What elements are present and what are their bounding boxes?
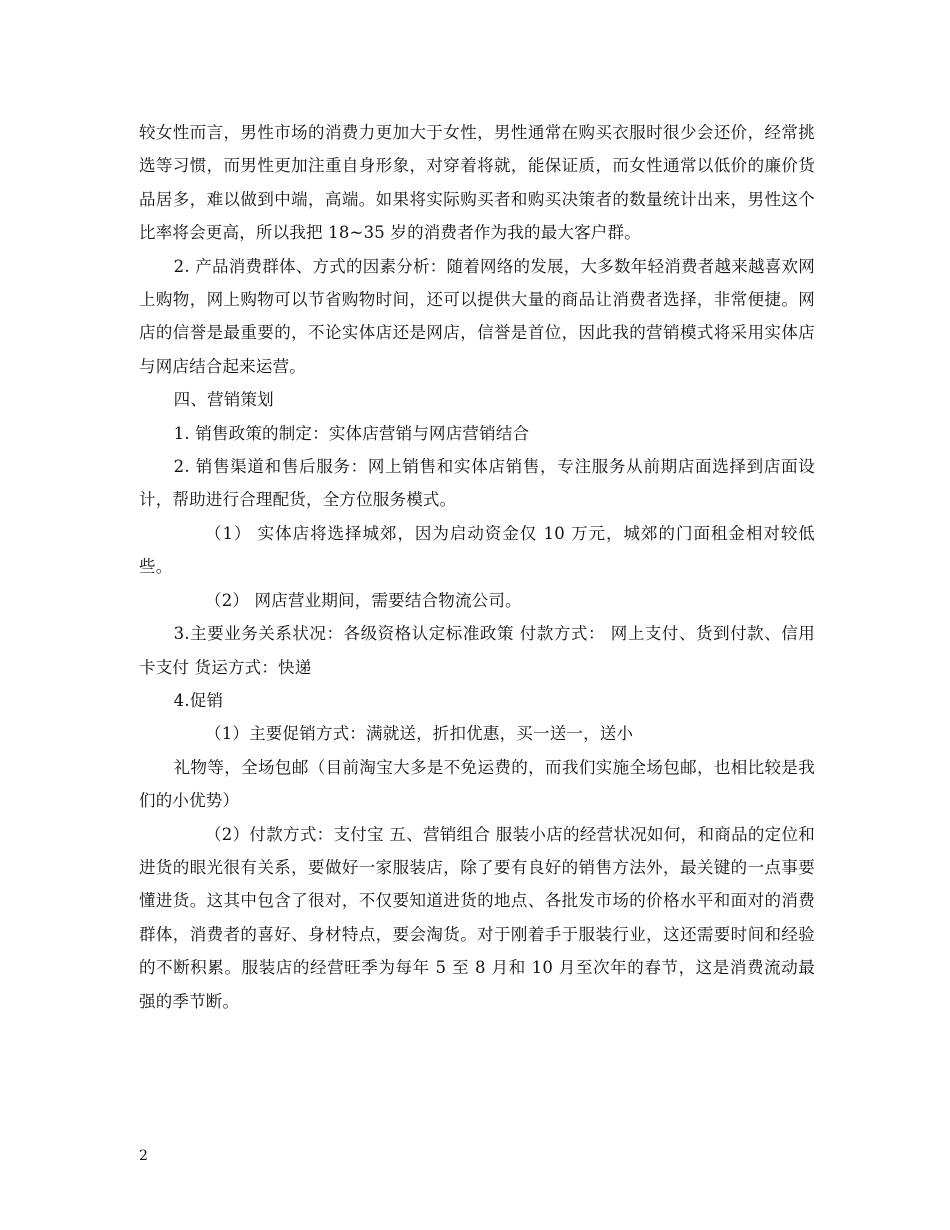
paragraph-sales-policy: 1. 销售政策的制定：实体店营销与网店营销结合: [173, 423, 530, 443]
paragraph-business-relations: 3.主要业务关系状况：各级资格认定标准政策 付款方式： 网上支付、货到付款、信用卡支付 货运方式：快递: [139, 624, 815, 677]
paragraph-online-store: （2） 网店营业期间，需要结合物流公司。: [205, 590, 522, 610]
paragraph-gifts-free-shipping: 礼物等，全场包邮（目前淘宝大多是不免运费的，而我们实施全场包邮，也相比较是我们的小优势）: [139, 757, 815, 811]
paragraph-physical-store: （1） 实体店将选择城郊，因为启动资金仅 10 万元，城郊的门面租金相对较低些。: [139, 523, 815, 577]
page-number: 2: [139, 1148, 148, 1164]
section-heading-marketing-plan: 四、营销策划: [173, 390, 274, 410]
paragraph-consumer-analysis: 2. 产品消费群体、方式的因素分析：随着网络的发展，大多数年轻消费者越来越喜欢网上购物，网上购物可以节省购物时间，还可以提供大量的商品让消费者选择，非常便捷。网店的信誉是最重要的，不论实体店还是网店，信誉是首位，因此我的营销模式将采用实体店与网店结合起来运营。: [139, 256, 815, 376]
paragraph-sales-channel: 2. 销售渠道和售后服务：网上销售和实体店销售，专注服务从前期店面选择到店面设计，帮助进行合理配货，全方位服务模式。: [139, 457, 815, 510]
paragraph-promotion-methods: （1）主要促销方式：满就送，折扣优惠，买一送一，送小: [205, 724, 634, 744]
paragraph-promotion-heading: 4.促销: [173, 690, 224, 710]
paragraph-male-market: 较女性而言，男性市场的消费力更加大于女性，男性通常在购买衣服时很少会还价，经常挑选等习惯，而男性更加注重自身形象，对穿着将就，能保证质，而女性通常以低价的廉价货品居多，难以做到中端，高端。如果将实际购买者和购买决策者的数量统计出来，男性这个比率将会更高，所以我把 18~35 岁的消费者作为我的最大客户群。: [139, 123, 815, 243]
paragraph-payment-and-mix: （2）付款方式：支付宝 五、营销组合 服装小店的经营状况如何，和商品的定位和进货的眼光很有关系，要做好一家服装店，除了要有良好的销售方法外，最关键的一点事要懂进货。这其中包含了很对，不仅要知道进货的地点、各批发市场的价格水平和面对的消费群体，消费者的喜好、身材特点，要会淘货。对于刚着手于服装行业，这还需要时间和经验的不断积累。服装店的经营旺季为每年 5 至 8 月和 10 月至次年的春节，这是消费流动最强的季节断。: [139, 824, 815, 1011]
body-text: [139, 116, 815, 1018]
